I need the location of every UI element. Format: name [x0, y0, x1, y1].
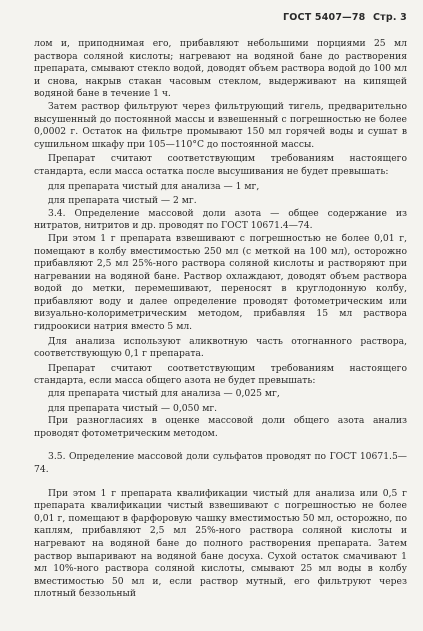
paragraph: Затем раствор фильтруют через фильтрующий тигель, предварительно высушенный до постоянной массы и взвешенный с погрешностью не более 0,0002 г. Остаток на фильтре промывают 150 мл горячей воды и сушат в сушильном шкафу при 105—110°С до постоянной массы. — [34, 100, 407, 150]
paragraph: Для анализа используют аликвотную часть отогнанного раствора, соответствующую 0,1 г препарата. — [34, 335, 407, 360]
page-number: Стр. 3 — [372, 12, 407, 23]
paragraph: При разногласиях в оценке массовой доли общего азота анализ проводят фотометрическим методом. — [34, 415, 407, 439]
section-heading: 3.5. Определение массовой доли сульфатов проводят по ГОСТ 10671.5—74. — [34, 451, 407, 475]
paragraph: Препарат считают соответствующим требованиям настоящего стандарта, если масса общего азота не будет превышать: — [34, 362, 407, 387]
list-item: для препарата чистый для анализа — 0,025 мг, — [48, 388, 280, 400]
list-item: для препарата чистый — 0,050 мг. — [48, 402, 218, 414]
paragraph: При этом 1 г препарата взвешивают с погрешностью не более 0,01 г, помещают в колбу вместимостью 250 мл (с меткой на 100 мл), осторожно прибавляют 2,5 мл 25%-ного раствора соляной кислоты и растворяют при нагревании на водяной бане. Раствор охлаждают, доводят объем раствора водой до метки, перемешивают, переносят в круглодонную колбу, прибавляют воду и далее определение проводят фотометрическим или визуально-колориметрическим методом, прибавляя 15 мл раствора гидроокиси натрия вместо 5 мл. — [34, 232, 407, 333]
list-item: для препарата чистый — 2 мг. — [48, 195, 197, 207]
standard-number: ГОСТ 5407—78 — [283, 12, 366, 23]
page-header — [34, 12, 407, 28]
document-body — [34, 38, 407, 601]
list-item: для препарата чистый для анализа — 1 мг, — [48, 180, 260, 192]
section-heading: 3.4. Определение массовой доли азота — общее содержание из нитратов, нитритов и др. проводят по ГОСТ 10671.4—74. — [34, 207, 407, 232]
paragraph: При этом 1 г препарата квалификации чистый для анализа или 0,5 г препарата квалификации чистый взвешивают с погрешностью не более 0,01 г, помещают в фарфоровую чашку вместимостью 50 мл, осторожно, по каплям, прибавляют 2,5 мл 25%-ного раствора соляной кислоты и нагревают на водяной бане до полного растворения препарата. Затем раствор выпаривают на водяной бане досуха. Сухой остаток смачивают 1 мл 10%-ного раствора соляной кислоты, смывают 25 мл воды в колбу вместимостью 50 мл и, если раствор мутный, его фильтруют через плотный беззольный — [34, 487, 407, 600]
paragraph: лом и, приподнимая его, прибавляют небольшими порциями 25 мл раствора соляной кислоты; нагревают на водяной бане до растворения препарата, смывают стекло водой, доводят объем раствора водой до 100 мл и снова, накрыв стакан часовым стеклом, выдерживают на кипящей водяной бане в течение 1 ч. — [34, 38, 407, 100]
paragraph: Препарат считают соответствующим требованиям настоящего стандарта, если масса остатка после высушивания не будет превышать: — [34, 153, 407, 177]
